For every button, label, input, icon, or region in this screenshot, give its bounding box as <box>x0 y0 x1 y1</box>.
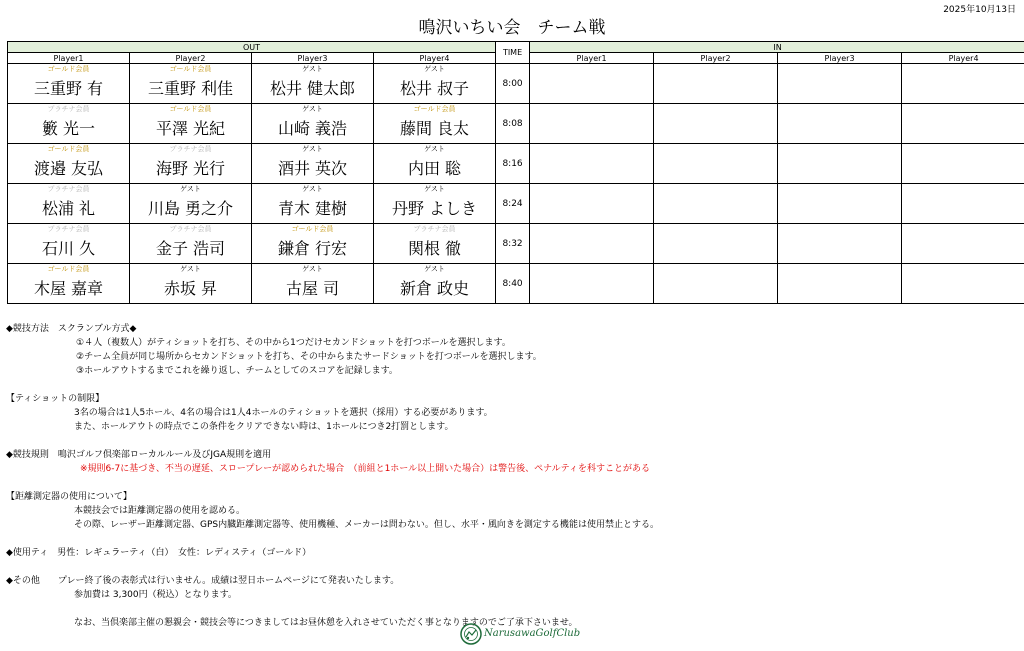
closing-note: なお、当倶楽部主催の懇親会・競技会等につきましてはお昼休憩を入れさせていただく事となりますのでご了承下さいませ。 <box>74 618 578 628</box>
tee-time: 8:40 <box>496 264 530 304</box>
member-status: ゲスト <box>302 185 323 193</box>
player-name: 丹野 よしき <box>391 199 478 218</box>
member-status: ゴールド会員 <box>291 225 334 233</box>
member-status: ゲスト <box>180 185 201 193</box>
in-player-cell <box>530 224 654 264</box>
player-name: 新倉 政史 <box>399 279 470 298</box>
in-player-cell <box>530 104 654 144</box>
in-player2-header: Player2 <box>654 53 778 64</box>
in-player-cell <box>530 184 654 224</box>
tee-time: 8:00 <box>496 64 530 104</box>
group-row <box>8 144 1024 184</box>
in-player4-header: Player4 <box>902 53 1024 64</box>
method-step-3: ③ホールアウトするまでこれを繰り返し、チームとしてのスコアを記録します。 <box>76 366 398 376</box>
club-logo <box>460 623 590 649</box>
out-player2-header: Player2 <box>130 53 252 64</box>
method-step-2: ②チーム全員が同じ場所からセカンドショットを打ち、その中からまたサードショットを打つボールを選択します。 <box>76 352 542 362</box>
in-player-cell <box>654 64 778 104</box>
player-name: 三重野 有 <box>33 79 104 98</box>
player-cell <box>374 144 496 184</box>
player-cell <box>130 264 252 304</box>
device-title: 【距離測定器の使用について】 <box>6 492 132 502</box>
player-name: 海野 光行 <box>155 159 226 178</box>
player-cell <box>130 184 252 224</box>
rules-section <box>6 322 1016 630</box>
in-player-cell <box>654 224 778 264</box>
player-name: 鎌倉 行宏 <box>277 239 348 258</box>
member-status: ゲスト <box>302 65 323 73</box>
out-player3-header: Player3 <box>252 53 374 64</box>
device-text-1: 本競技会では距離測定器の使用を認める。 <box>74 506 246 516</box>
player-name: 木屋 嘉章 <box>33 279 104 298</box>
member-status: プラチナ会員 <box>47 225 90 233</box>
in-player-cell <box>654 264 778 304</box>
group-row <box>8 104 1024 144</box>
tee-limit-title: 【ティショットの制限】 <box>6 394 105 404</box>
player-cell <box>130 104 252 144</box>
tee-usage: ◆使用ティ 男性：レギュラーティ（白） 女性：レディスティ（ゴールド） <box>6 548 312 558</box>
player-cell <box>252 144 374 184</box>
player-name: 籔 光一 <box>41 119 96 138</box>
member-status: プラチナ会員 <box>169 225 212 233</box>
in-player-cell <box>902 64 1024 104</box>
in-player-cell <box>654 104 778 144</box>
in-player-cell <box>778 104 902 144</box>
player-cell <box>8 184 130 224</box>
player-name: 関根 徹 <box>407 239 462 258</box>
in-player-cell <box>902 264 1024 304</box>
tee-time: 8:24 <box>496 184 530 224</box>
member-status: ゴールド会員 <box>47 265 90 273</box>
member-status: ゲスト <box>302 265 323 273</box>
player-cell <box>130 144 252 184</box>
player-name: 渡邉 友弘 <box>33 159 104 178</box>
member-status: ゴールド会員 <box>169 105 212 113</box>
other-title: ◆その他 プレー終了後の表彰式は行いません。成績は翌日ホームページにて発表いたします。 <box>6 576 400 586</box>
member-status: ゴールド会員 <box>413 105 456 113</box>
in-player-cell <box>902 144 1024 184</box>
in-player3-header: Player3 <box>778 53 902 64</box>
in-player-cell <box>778 184 902 224</box>
player-cell <box>252 264 374 304</box>
group-row <box>8 64 1024 104</box>
member-status: プラチナ会員 <box>169 145 212 153</box>
player-cell <box>374 104 496 144</box>
player-name: 川島 勇之介 <box>147 199 234 218</box>
group-row <box>8 264 1024 304</box>
player-cell <box>8 104 130 144</box>
player-cell <box>8 224 130 264</box>
player-cell <box>374 224 496 264</box>
tee-limit-text-1: 3名の場合は1人5ホール、4名の場合は1人4ホールのティショットを選択（採用）する必要があります。 <box>74 408 493 418</box>
player-name: 松浦 礼 <box>41 199 96 218</box>
player-cell <box>8 64 130 104</box>
in-player-cell <box>778 224 902 264</box>
in-player-cell <box>902 104 1024 144</box>
player-name: 青木 建樹 <box>277 199 348 218</box>
time-header: TIME <box>496 42 530 64</box>
in-player-cell <box>778 64 902 104</box>
player-cell <box>130 64 252 104</box>
member-status: ゲスト <box>424 265 445 273</box>
in-player1-header: Player1 <box>530 53 654 64</box>
group-row <box>8 224 1024 264</box>
out-header: OUT <box>8 42 496 53</box>
player-name: 松井 健太郎 <box>269 79 356 98</box>
member-status: ゲスト <box>424 145 445 153</box>
player-name: 金子 浩司 <box>155 239 226 258</box>
player-name: 酒井 英次 <box>277 159 348 178</box>
player-name: 山崎 義浩 <box>277 119 348 138</box>
player-name: 平澤 光紀 <box>155 119 226 138</box>
member-status: ゲスト <box>424 65 445 73</box>
page-title: 鳴沢いちい会 チーム戦 <box>418 18 606 38</box>
player-name: 赤坂 昇 <box>163 279 218 298</box>
regulation-title: ◆競技規則 鳴沢ゴルフ倶楽部ローカルルール及びJGA規則を適用 <box>6 450 272 460</box>
tee-limit-text-2: また、ホールアウトの時点でこの条件をクリアできない時は、1ホールにつき2打罰とします。 <box>74 422 454 432</box>
player-cell <box>374 184 496 224</box>
in-player-cell <box>530 264 654 304</box>
out-player1-header: Player1 <box>8 53 130 64</box>
member-status: ゲスト <box>302 145 323 153</box>
in-player-cell <box>778 144 902 184</box>
player-name: 三重野 利佳 <box>147 79 234 98</box>
in-player-cell <box>654 184 778 224</box>
club-logo-text: NarusawaGolfClub <box>484 628 581 639</box>
in-header: IN <box>530 42 1024 53</box>
in-player-cell <box>654 144 778 184</box>
player-name: 石川 久 <box>41 239 96 258</box>
member-status: プラチナ会員 <box>413 225 456 233</box>
player-cell <box>252 184 374 224</box>
in-player-cell <box>902 224 1024 264</box>
fee-text: 参加費は 3,300円（税込）となります。 <box>74 590 237 600</box>
player-cell <box>374 264 496 304</box>
group-row <box>8 184 1024 224</box>
member-status: ゴールド会員 <box>47 65 90 73</box>
method-step-1: ①４人（複数人）がティショットを打ち、その中から1つだけセカンドショットを打つボールを選択します。 <box>76 338 511 348</box>
member-status: プラチナ会員 <box>47 105 90 113</box>
device-text-2: その際、レーザー距離測定器、GPS内臓距離測定器等、使用機種、メーカーは問わない。但し、水平・風向きを測定する機能は使用禁止とする。 <box>74 520 659 530</box>
member-status: プラチナ会員 <box>47 185 90 193</box>
player-cell <box>252 104 374 144</box>
member-status: ゲスト <box>424 185 445 193</box>
event-date: 2025年10月13日 <box>943 5 1016 15</box>
member-status: ゴールド会員 <box>169 65 212 73</box>
player-name: 松井 叔子 <box>399 79 470 98</box>
pairings-table <box>7 41 1024 304</box>
in-player-cell <box>778 264 902 304</box>
tee-time: 8:08 <box>496 104 530 144</box>
member-status: ゲスト <box>180 265 201 273</box>
in-player-cell <box>902 184 1024 224</box>
player-cell <box>252 224 374 264</box>
member-status: ゲスト <box>302 105 323 113</box>
in-player-cell <box>530 64 654 104</box>
slow-play-note: ※規則6-7に基づき、不当の遅延、スロープレーが認められた場合 （前組と1ホール以上開いた場合）は警告後、ペナルティを科すことがある <box>80 464 650 474</box>
player-cell <box>252 64 374 104</box>
player-name: 内田 聡 <box>407 159 462 178</box>
player-cell <box>374 64 496 104</box>
member-status: ゴールド会員 <box>47 145 90 153</box>
player-cell <box>130 224 252 264</box>
club-emblem-icon <box>460 623 482 645</box>
player-cell <box>8 264 130 304</box>
tee-time: 8:32 <box>496 224 530 264</box>
tee-time: 8:16 <box>496 144 530 184</box>
method-title: ◆競技方法 スクランブル方式◆ <box>6 324 137 334</box>
player-name: 古屋 司 <box>285 279 340 298</box>
out-player4-header: Player4 <box>374 53 496 64</box>
player-name: 藤間 良太 <box>399 119 470 138</box>
player-cell <box>8 144 130 184</box>
in-player-cell <box>530 144 654 184</box>
